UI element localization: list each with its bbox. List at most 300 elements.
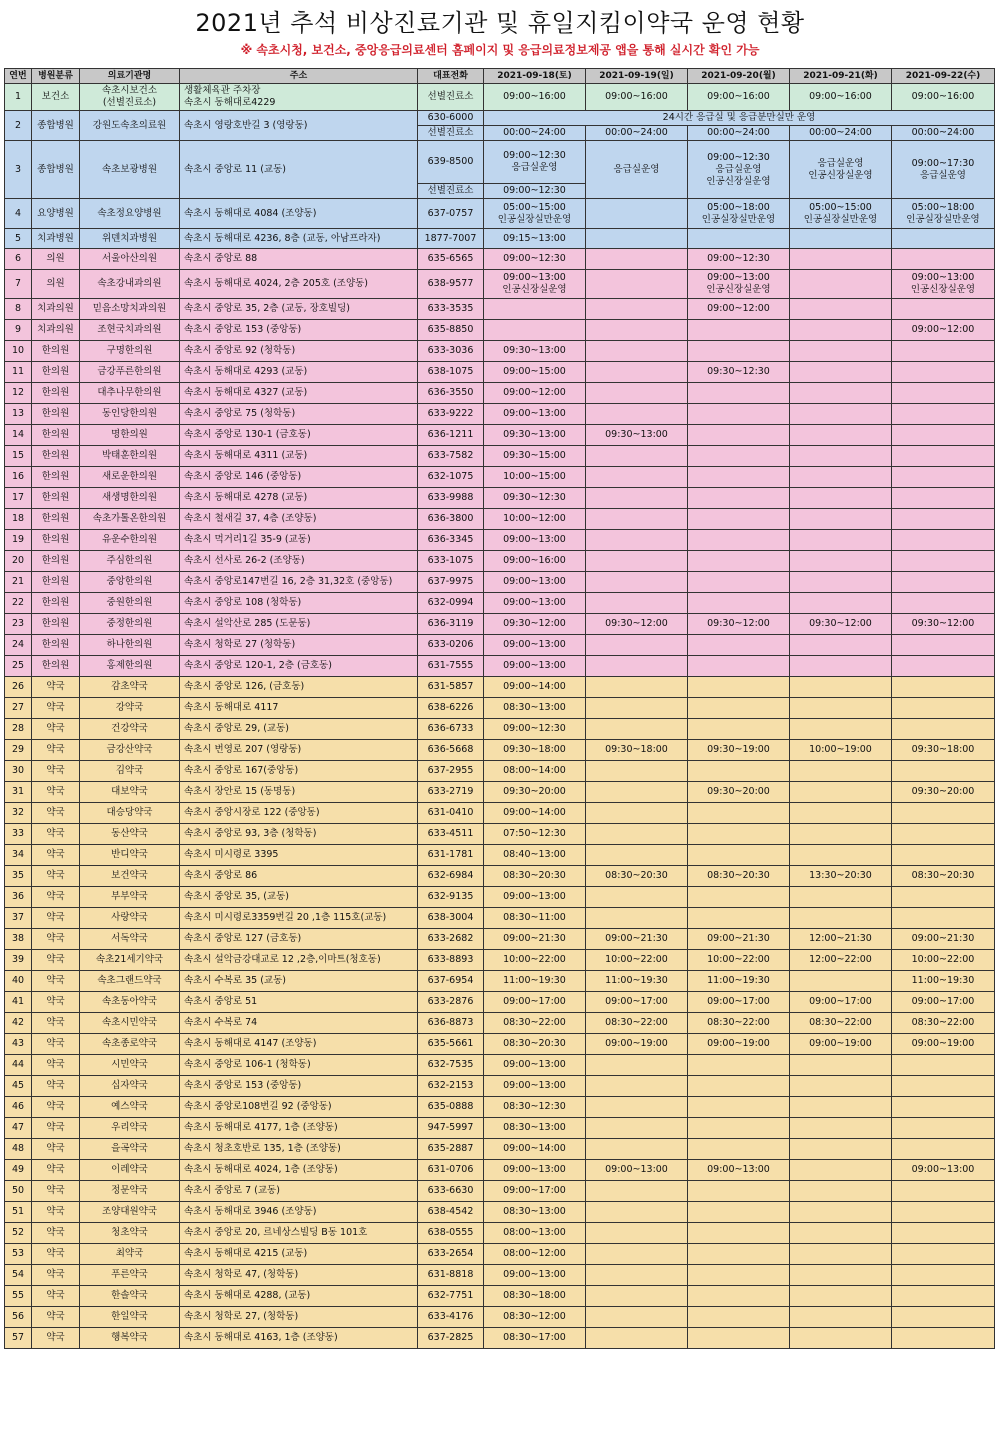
cell-name: 금강푸른한의원 [80, 362, 180, 383]
cell-d5 [892, 1202, 995, 1223]
cell-type: 약국 [32, 1013, 80, 1034]
cell-d2 [586, 1055, 688, 1076]
cell-d5: 09:30~12:00 [892, 614, 995, 635]
cell-d5: 09:30~20:00 [892, 782, 995, 803]
cell-addr: 속초시 동해대로 4024, 2층 205호 (조양동) [180, 270, 418, 299]
cell-addr: 속초시 동해대로 4147 (조양동) [180, 1034, 418, 1055]
cell-addr: 속초시 청초호반로 135, 1층 (조양동) [180, 1139, 418, 1160]
cell-no: 29 [5, 740, 32, 761]
cell-d1: 08:00~14:00 [484, 761, 586, 782]
table-row [5, 141, 995, 184]
cell-addr: 속초시 설악산로 285 (도문동) [180, 614, 418, 635]
cell-d2: 09:00~19:00 [586, 1034, 688, 1055]
table-row [5, 740, 995, 761]
cell-name: 속초21세기약국 [80, 950, 180, 971]
cell-d1: 08:30~20:30 [484, 866, 586, 887]
cell-phone: 632-7535 [418, 1055, 484, 1076]
cell-d5: 08:30~20:30 [892, 866, 995, 887]
cell-d4 [790, 1118, 892, 1139]
cell-d4 [790, 656, 892, 677]
cell-d2: 응급실운영 [586, 141, 688, 199]
cell-phone: 632-6984 [418, 866, 484, 887]
cell-type: 한의원 [32, 509, 80, 530]
cell-name: 속초가톨온한의원 [80, 509, 180, 530]
cell-d3: 09:30~20:00 [688, 782, 790, 803]
cell-type: 보건소 [32, 84, 80, 111]
cell-d5 [892, 1118, 995, 1139]
col-type: 병원분류 [32, 69, 80, 84]
cell-phone: 632-7751 [418, 1286, 484, 1307]
cell-d4 [790, 1265, 892, 1286]
col-no: 연번 [5, 69, 32, 84]
cell-d1: 09:00~12:30 [484, 719, 586, 740]
cell-addr: 속초시 동해대로 3946 (조양동) [180, 1202, 418, 1223]
cell-no: 46 [5, 1097, 32, 1118]
cell-d2 [586, 1139, 688, 1160]
table-row [5, 362, 995, 383]
cell-d4: 12:00~22:00 [790, 950, 892, 971]
cell-d1: 08:30~13:00 [484, 1202, 586, 1223]
cell-type: 종합병원 [32, 141, 80, 199]
cell-no: 10 [5, 341, 32, 362]
cell-d5 [892, 1307, 995, 1328]
cell-phone: 632-9135 [418, 887, 484, 908]
table-row [5, 866, 995, 887]
cell-d2 [586, 199, 688, 229]
cell-d1: 09:00~13:00 [484, 1055, 586, 1076]
cell-no: 18 [5, 509, 32, 530]
cell-d5 [892, 719, 995, 740]
cell-no: 20 [5, 551, 32, 572]
cell-phone: 947-5997 [418, 1118, 484, 1139]
cell-d3 [688, 530, 790, 551]
cell-d3 [688, 383, 790, 404]
cell-type: 약국 [32, 929, 80, 950]
cell-type: 약국 [32, 1244, 80, 1265]
cell-name: 십자약국 [80, 1076, 180, 1097]
cell-d5: 05:00~18:00 인공실장실만운영 [892, 199, 995, 229]
cell-d1: 08:00~13:00 [484, 1223, 586, 1244]
table-row [5, 1118, 995, 1139]
cell-d4 [790, 467, 892, 488]
cell-d1: 09:30~12:30 [484, 488, 586, 509]
cell-no: 16 [5, 467, 32, 488]
cell-phone: 631-1781 [418, 845, 484, 866]
cell-d3: 09:00~12:00 [688, 299, 790, 320]
cell-d1: 09:00~13:00 [484, 656, 586, 677]
cell-no: 21 [5, 572, 32, 593]
cell-d3: 09:00~19:00 [688, 1034, 790, 1055]
col-addr: 주소 [180, 69, 418, 84]
cell-d2: 00:00~24:00 [586, 126, 688, 141]
cell-d3 [688, 1286, 790, 1307]
cell-phone: 636-5668 [418, 740, 484, 761]
cell-d5 [892, 1223, 995, 1244]
cell-addr: 속초시 중앙로 127 (금호동) [180, 929, 418, 950]
cell-no: 27 [5, 698, 32, 719]
cell-no: 4 [5, 199, 32, 229]
cell-d1: 09:00~13:00 [484, 887, 586, 908]
cell-phone: 638-0555 [418, 1223, 484, 1244]
cell-type: 약국 [32, 782, 80, 803]
cell-type: 약국 [32, 1265, 80, 1286]
cell-d3 [688, 572, 790, 593]
table-row [5, 299, 995, 320]
cell-type: 약국 [32, 1223, 80, 1244]
cell-d5 [892, 1286, 995, 1307]
cell-d4: 09:00~19:00 [790, 1034, 892, 1055]
cell-d1: 09:00~13:00 [484, 1076, 586, 1097]
cell-name: 우리약국 [80, 1118, 180, 1139]
cell-no: 53 [5, 1244, 32, 1265]
table-row [5, 971, 995, 992]
cell-d5 [892, 1328, 995, 1349]
cell-name: 속초종로약국 [80, 1034, 180, 1055]
cell-name: 을곡약국 [80, 1139, 180, 1160]
cell-name: 예스약국 [80, 1097, 180, 1118]
cell-type: 약국 [32, 1160, 80, 1181]
cell-addr: 속초시 미시령로3359번길 20 ,1층 115호(교동) [180, 908, 418, 929]
cell-d5: 11:00~19:30 [892, 971, 995, 992]
cell-name: 정문약국 [80, 1181, 180, 1202]
cell-d2 [586, 593, 688, 614]
cell-d1: 08:30~11:00 [484, 908, 586, 929]
cell-no: 43 [5, 1034, 32, 1055]
cell-d3: 09:00~16:00 [688, 84, 790, 111]
cell-addr: 속초시 선사로 26-2 (조양동) [180, 551, 418, 572]
cell-d2 [586, 782, 688, 803]
cell-d4 [790, 341, 892, 362]
cell-no: 9 [5, 320, 32, 341]
cell-phone: 1877-7007 [418, 229, 484, 249]
cell-d4 [790, 1076, 892, 1097]
cell-phone: 630-6000 [418, 111, 484, 126]
cell-type: 한의원 [32, 425, 80, 446]
cell-no: 1 [5, 84, 32, 111]
cell-addr: 속초시 동해대로 4084 (조양동) [180, 199, 418, 229]
cell-name: 믿음소망치과의원 [80, 299, 180, 320]
cell-addr: 속초시 청학로 47, (청학동) [180, 1265, 418, 1286]
cell-d2 [586, 908, 688, 929]
cell-d1: 08:30~13:00 [484, 698, 586, 719]
cell-phone: 632-0994 [418, 593, 484, 614]
cell-phone: 선별진료소 [418, 184, 484, 199]
cell-d5 [892, 677, 995, 698]
cell-d4 [790, 635, 892, 656]
cell-name: 김약국 [80, 761, 180, 782]
cell-d2 [586, 803, 688, 824]
cell-d1: 08:30~12:00 [484, 1307, 586, 1328]
cell-d5 [892, 1139, 995, 1160]
cell-d4 [790, 383, 892, 404]
cell-addr: 속초시 동해대로 4117 [180, 698, 418, 719]
cell-d1: 09:15~13:00 [484, 229, 586, 249]
cell-d1: 08:30~18:00 [484, 1286, 586, 1307]
cell-d4 [790, 488, 892, 509]
cell-name: 하나한의원 [80, 635, 180, 656]
cell-d1: 09:00~13:00 [484, 404, 586, 425]
cell-name: 중앙한의원 [80, 572, 180, 593]
cell-addr: 속초시 동해대로 4278 (교동) [180, 488, 418, 509]
table-row [5, 1076, 995, 1097]
cell-d5 [892, 908, 995, 929]
cell-d2: 09:00~21:30 [586, 929, 688, 950]
cell-d3 [688, 446, 790, 467]
cell-type: 약국 [32, 866, 80, 887]
cell-type: 한의원 [32, 362, 80, 383]
cell-addr: 속초시 수복로 35 (교동) [180, 971, 418, 992]
cell-addr: 속초시 중앙로 29, (교동) [180, 719, 418, 740]
table-row [5, 1286, 995, 1307]
cell-d2 [586, 1202, 688, 1223]
cell-d5 [892, 698, 995, 719]
table-row [5, 887, 995, 908]
cell-d3 [688, 509, 790, 530]
cell-d2 [586, 270, 688, 299]
cell-no: 57 [5, 1328, 32, 1349]
cell-name: 박태훈한의원 [80, 446, 180, 467]
cell-name: 보건약국 [80, 866, 180, 887]
cell-addr: 속초시 철새길 37, 4층 (조양동) [180, 509, 418, 530]
table-row [5, 824, 995, 845]
cell-d3 [688, 635, 790, 656]
cell-addr: 속초시 중앙로 167(중앙동) [180, 761, 418, 782]
cell-d3 [688, 404, 790, 425]
cell-d3 [688, 341, 790, 362]
cell-d1 [484, 320, 586, 341]
cell-addr: 속초시 동해대로 4236, 8층 (교동, 아남프라자) [180, 229, 418, 249]
cell-name: 한솔약국 [80, 1286, 180, 1307]
cell-phone: 633-4176 [418, 1307, 484, 1328]
table-row [5, 782, 995, 803]
cell-d3: 05:00~18:00 인공실장실만운영 [688, 199, 790, 229]
cell-d3 [688, 761, 790, 782]
cell-name: 건강약국 [80, 719, 180, 740]
cell-addr: 속초시 장안로 15 (동명동) [180, 782, 418, 803]
cell-no: 17 [5, 488, 32, 509]
cell-phone: 636-3800 [418, 509, 484, 530]
cell-addr: 속초시 중앙로 35, 2층 (교동, 장호빌딩) [180, 299, 418, 320]
cell-d1: 08:30~17:00 [484, 1328, 586, 1349]
table-row [5, 1244, 995, 1265]
cell-phone: 635-6565 [418, 249, 484, 270]
cell-no: 34 [5, 845, 32, 866]
cell-addr: 속초시 중앙로 86 [180, 866, 418, 887]
cell-d2 [586, 509, 688, 530]
cell-phone: 633-2682 [418, 929, 484, 950]
cell-d2: 09:00~17:00 [586, 992, 688, 1013]
cell-type: 약국 [32, 845, 80, 866]
cell-d4 [790, 782, 892, 803]
cell-d2 [586, 320, 688, 341]
cell-addr: 속초시 먹거리1길 35-9 (교동) [180, 530, 418, 551]
cell-d3 [688, 1055, 790, 1076]
cell-d1: 10:00~15:00 [484, 467, 586, 488]
cell-no: 47 [5, 1118, 32, 1139]
table-row [5, 1034, 995, 1055]
cell-addr: 속초시 중앙로147번길 16, 2층 31,32호 (중앙동) [180, 572, 418, 593]
cell-addr: 속초시 동해대로 4215 (교동) [180, 1244, 418, 1265]
cell-type: 의원 [32, 270, 80, 299]
cell-type: 약국 [32, 803, 80, 824]
cell-d5 [892, 446, 995, 467]
cell-name: 사랑약국 [80, 908, 180, 929]
cell-type: 한의원 [32, 572, 80, 593]
cell-d4 [790, 1160, 892, 1181]
cell-phone: 637-6954 [418, 971, 484, 992]
cell-phone: 선별진료소 [418, 126, 484, 141]
cell-d3: 09:00~17:00 [688, 992, 790, 1013]
table-row [5, 929, 995, 950]
cell-d4: 09:30~12:00 [790, 614, 892, 635]
cell-name: 금강산약국 [80, 740, 180, 761]
cell-type: 약국 [32, 1181, 80, 1202]
cell-type: 약국 [32, 740, 80, 761]
cell-d1: 07:50~12:30 [484, 824, 586, 845]
cell-no: 8 [5, 299, 32, 320]
cell-d3 [688, 719, 790, 740]
cell-d2 [586, 299, 688, 320]
cell-name: 한일약국 [80, 1307, 180, 1328]
cell-d1: 09:30~18:00 [484, 740, 586, 761]
cell-d5 [892, 845, 995, 866]
cell-d2 [586, 1307, 688, 1328]
cell-d3 [688, 551, 790, 572]
cell-d1: 09:30~13:00 [484, 425, 586, 446]
table-row [5, 530, 995, 551]
cell-name: 부부약국 [80, 887, 180, 908]
cell-d1: 09:00~13:00 인공신장실운영 [484, 270, 586, 299]
cell-d2 [586, 551, 688, 572]
cell-name: 조현국치과의원 [80, 320, 180, 341]
cell-d5: 09:30~18:00 [892, 740, 995, 761]
cell-no: 19 [5, 530, 32, 551]
table-row [5, 614, 995, 635]
cell-phone: 633-1075 [418, 551, 484, 572]
cell-d3 [688, 1076, 790, 1097]
cell-d1: 09:00~16:00 [484, 551, 586, 572]
cell-d5 [892, 362, 995, 383]
cell-no: 39 [5, 950, 32, 971]
col-d4: 2021-09-21(화) [790, 69, 892, 84]
cell-type: 약국 [32, 1328, 80, 1349]
cell-name: 대보약국 [80, 782, 180, 803]
cell-no: 28 [5, 719, 32, 740]
cell-d1: 09:00~12:30 [484, 249, 586, 270]
cell-d3 [688, 1202, 790, 1223]
cell-type: 치과병원 [32, 229, 80, 249]
cell-no: 2 [5, 111, 32, 141]
cell-d3 [688, 1139, 790, 1160]
cell-name: 푸른약국 [80, 1265, 180, 1286]
cell-no: 42 [5, 1013, 32, 1034]
cell-no: 54 [5, 1265, 32, 1286]
cell-d2 [586, 887, 688, 908]
cell-d5 [892, 299, 995, 320]
cell-d2 [586, 1181, 688, 1202]
cell-d2: 11:00~19:30 [586, 971, 688, 992]
cell-d3: 09:00~21:30 [688, 929, 790, 950]
page-title: 2021년 추석 비상진료기관 및 휴일지킴이약국 운영 현황 [195, 9, 805, 37]
cell-phone: 633-8893 [418, 950, 484, 971]
cell-d4 [790, 1307, 892, 1328]
cell-d4 [790, 551, 892, 572]
page-header [0, 0, 1000, 68]
cell-no: 52 [5, 1223, 32, 1244]
cell-d3 [688, 656, 790, 677]
cell-name: 위덴치과병원 [80, 229, 180, 249]
cell-type: 의원 [32, 249, 80, 270]
table-row [5, 950, 995, 971]
cell-addr: 속초시 청학로 27, (청학동) [180, 1307, 418, 1328]
col-name: 의료기관명 [80, 69, 180, 84]
cell-phone: 635-8850 [418, 320, 484, 341]
cell-phone: 639-8500 [418, 141, 484, 184]
cell-name: 감초약국 [80, 677, 180, 698]
cell-d4 [790, 1055, 892, 1076]
cell-d2 [586, 572, 688, 593]
table-row [5, 270, 995, 299]
cell-d1: 09:30~13:00 [484, 341, 586, 362]
table-row [5, 908, 995, 929]
cell-name: 최약국 [80, 1244, 180, 1265]
cell-name: 대추나무한의원 [80, 383, 180, 404]
cell-no: 49 [5, 1160, 32, 1181]
cell-d5: 10:00~22:00 [892, 950, 995, 971]
cell-type: 약국 [32, 1055, 80, 1076]
cell-d3 [688, 908, 790, 929]
cell-type: 약국 [32, 824, 80, 845]
cell-d3: 11:00~19:30 [688, 971, 790, 992]
table-header-row [5, 69, 995, 84]
cell-d4 [790, 845, 892, 866]
cell-no: 7 [5, 270, 32, 299]
cell-name: 이레약국 [80, 1160, 180, 1181]
table-row [5, 249, 995, 270]
cell-name: 주심한의원 [80, 551, 180, 572]
cell-d5 [892, 467, 995, 488]
cell-d3: 09:30~19:00 [688, 740, 790, 761]
cell-phone: 633-9988 [418, 488, 484, 509]
cell-addr: 속초시 수복로 74 [180, 1013, 418, 1034]
cell-phone: 638-1075 [418, 362, 484, 383]
cell-phone: 636-3119 [418, 614, 484, 635]
cell-d2 [586, 824, 688, 845]
cell-phone: 638-9577 [418, 270, 484, 299]
cell-addr: 속초시 번영로 207 (영랑동) [180, 740, 418, 761]
cell-type: 한의원 [32, 467, 80, 488]
cell-name: 새생명한의원 [80, 488, 180, 509]
cell-d3 [688, 229, 790, 249]
cell-d3 [688, 677, 790, 698]
cell-d3: 09:00~12:30 응급실운영 인공신장실운영 [688, 141, 790, 199]
cell-d1: 08:30~12:30 [484, 1097, 586, 1118]
cell-d1: 10:00~12:00 [484, 509, 586, 530]
cell-type: 치과의원 [32, 299, 80, 320]
table-row [5, 992, 995, 1013]
cell-no: 25 [5, 656, 32, 677]
cell-type: 한의원 [32, 593, 80, 614]
cell-addr: 속초시 중앙로 120-1, 2층 (금호동) [180, 656, 418, 677]
cell-phone: 선별진료소 [418, 84, 484, 111]
cell-d4 [790, 509, 892, 530]
cell-d4 [790, 1328, 892, 1349]
table-row [5, 341, 995, 362]
cell-addr: 속초시 중앙로 108 (청학동) [180, 593, 418, 614]
cell-d4 [790, 908, 892, 929]
cell-d1: 09:30~12:00 [484, 614, 586, 635]
cell-d3 [688, 887, 790, 908]
